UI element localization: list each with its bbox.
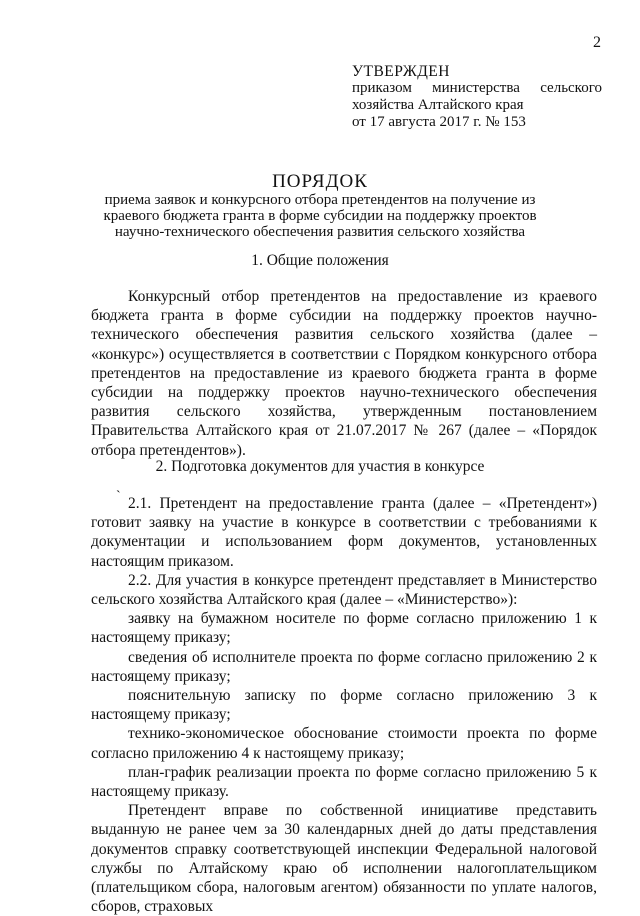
list-item: заявку на бумажном носителе по форме согласно приложению 1 к настоящему приказу;	[91, 610, 597, 647]
scan-mark: ˋ	[116, 489, 121, 504]
document-subtitle: приема заявок и конкурсного отбора претендентов на получение из краевого бюджета гранта в форме субсидии на поддержку проектов научно-технического обеспечения развития сельского хозяйства	[103, 192, 537, 240]
section-1-paragraph: Конкурсный отбор претендентов на предоставление из краевого бюджета гранта в форме субсидии на поддержку проектов научно-технического обеспечения развития сельского хозяйства (далее – «конкурс») осуществляется в соответствии с Порядком конкурсного отбора претендентов на предоставление из краевого бюджета гранта в форме субсидии на поддержку проектов научно-технического обеспечения развития сельского хозяйства, утвержденным постановлением Правительства Алтайского края от 21.07.2017 № 267 (далее – «Порядок отбора претендентов»).	[91, 288, 597, 459]
paragraph-2-1: 2.1. Претендент на предоставление гранта (далее – «Претендент») готовит заявку на участие в конкурсе в соответствии с требованиями к документации и использованием форм документов, установленных настоящим приказом.	[91, 495, 597, 570]
section-1-body	[91, 287, 597, 460]
paragraph-2-2: 2.2. Для участия в конкурсе претендент представляет в Министерство сельского хозяйства Алтайского края (далее – «Министерство»):	[91, 571, 597, 609]
approval-title: УТВЕРЖДЕН	[352, 63, 450, 80]
list-item: пояснительную записку по форме согласно приложению 3 к настоящему приказу;	[91, 687, 597, 724]
list-item: сведения об исполнителе проекта по форме согласно приложению 2 к настоящему приказу;	[91, 648, 597, 685]
section-2-body	[91, 494, 597, 916]
paragraph-tax-certificate: Претендент вправе по собственной инициативе представить выданную не ранее чем за 30 календарных дней до даты представления документов справку соответствующей инспекции Федеральной налоговой службы по Алтайскому краю об исполнении налогоплательщиком (плательщиком сбора, налоговым агентом) обязанности по уплате налогов, сборов, страховых	[91, 802, 597, 916]
approval-line-1: приказом министерства сельского	[352, 80, 602, 96]
approval-line-3: от 17 августа 2017 г. № 153	[352, 114, 526, 130]
list-item: технико-экономическое обоснование стоимости проекта по форме согласно приложению 4 к настоящему приказу;	[91, 725, 597, 762]
approval-line-2: хозяйства Алтайского края	[352, 97, 524, 113]
section-1-heading: 1. Общие положения	[251, 252, 389, 269]
document-title: ПОРЯДОК	[272, 171, 368, 192]
approval-stamp	[352, 63, 602, 131]
page-number: 2	[593, 34, 601, 51]
section-2-heading: 2. Подготовка документов для участия в конкурсе	[155, 458, 485, 475]
list-item: план-график реализации проекта по форме согласно приложению 5 к настоящему приказу.	[91, 763, 597, 801]
